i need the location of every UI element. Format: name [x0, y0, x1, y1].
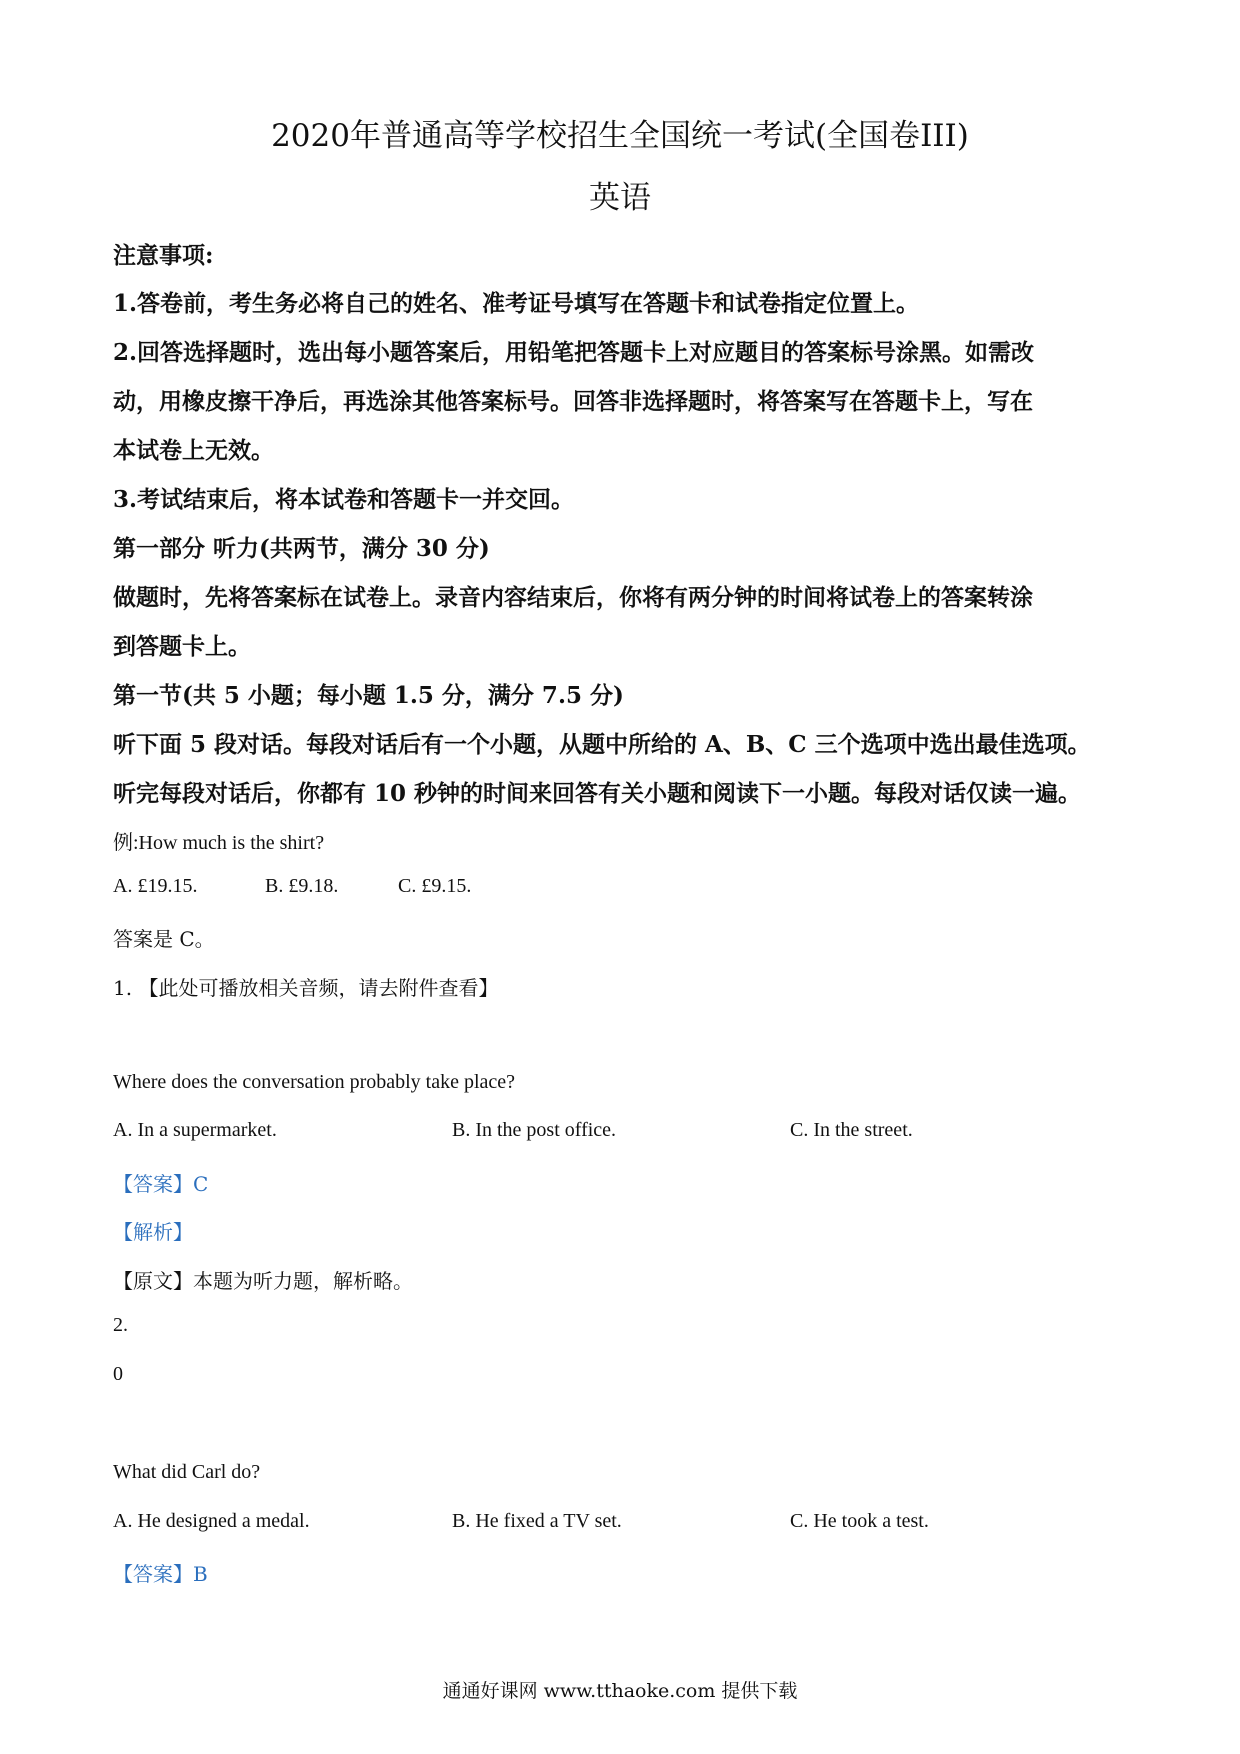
example-question: 例:How much is the shirt? [113, 832, 325, 854]
notice-item-2-line-2: 动，用橡皮擦干净后，再选涂其他答案标号。回答非选择题时，将答案写在答题卡上，写在 [113, 388, 1033, 415]
notice-item-3: 3.考试结束后，将本试卷和答题卡一并交回。 [113, 486, 575, 513]
part1-instruction-line-2: 到答题卡上。 [113, 633, 251, 660]
q2-option-a: A. He designed a medal. [113, 1510, 310, 1532]
q2-number: 2. [113, 1314, 128, 1336]
q2-option-c: C. He took a test. [790, 1510, 929, 1532]
q1-answer-label: 【答案】C [113, 1172, 209, 1196]
part1-heading: 第一部分 听力(共两节，满分 30 分) [113, 535, 490, 562]
notice-item-2-line-3: 本试卷上无效。 [113, 437, 274, 464]
section1-instruction-line-2: 听完每段对话后，你都有 10 秒钟的时间来回答有关小题和阅读下一小题。每段对话仅读一遍。 [113, 780, 1082, 807]
q1-question: Where does the conversation probably take place? [113, 1071, 516, 1093]
notice-item-2-line-1: 2.回答选择题时，选出每小题答案后，用铅笔把答题卡上对应题目的答案标号涂黑。如需改 [113, 339, 1035, 366]
q1-audio-note: 1. 【此处可播放相关音频，请去附件查看】 [113, 976, 499, 1000]
example-answer: 答案是 C。 [113, 927, 215, 951]
q1-original-text: 【原文】本题为听力题，解析略。 [113, 1269, 413, 1293]
notice-heading: 注意事项: [113, 242, 214, 269]
q2-answer-label: 【答案】B [113, 1562, 208, 1586]
notice-item-1: 1.答卷前，考生务必将自己的姓名、准考证号填写在答题卡和试卷指定位置上。 [113, 290, 920, 317]
q1-option-a: A. In a supermarket. [113, 1119, 277, 1141]
q1-option-c: C. In the street. [790, 1119, 913, 1141]
part1-instruction-line-1: 做题时，先将答案标在试卷上。录音内容结束后，你将有两分钟的时间将试卷上的答案转涂 [113, 584, 1033, 611]
example-option-c: C. £9.15. [398, 875, 472, 897]
exam-subject: 英语 [589, 180, 651, 216]
example-option-a: A. £19.15. [113, 875, 198, 897]
section1-heading: 第一节(共 5 小题；每小题 1.5 分，满分 7.5 分) [113, 682, 624, 709]
q1-option-b: B. In the post office. [452, 1119, 617, 1141]
exam-title: 2020年普通高等学校招生全国统一考试(全国卷III) [271, 118, 969, 154]
example-option-b: B. £9.18. [265, 875, 339, 897]
page-footer: 通通好课网 www.tthaoke.com 提供下载 [442, 1680, 798, 1702]
q2-option-b: B. He fixed a TV set. [452, 1510, 622, 1532]
q2-zero: 0 [113, 1363, 123, 1385]
section1-instruction-line-1: 听下面 5 段对话。每段对话后有一个小题，从题中所给的 A、B、C 三个选项中选出最佳选项。 [113, 731, 1091, 758]
q1-analysis-label: 【解析】 [113, 1220, 193, 1244]
q2-question: What did Carl do? [113, 1461, 261, 1483]
